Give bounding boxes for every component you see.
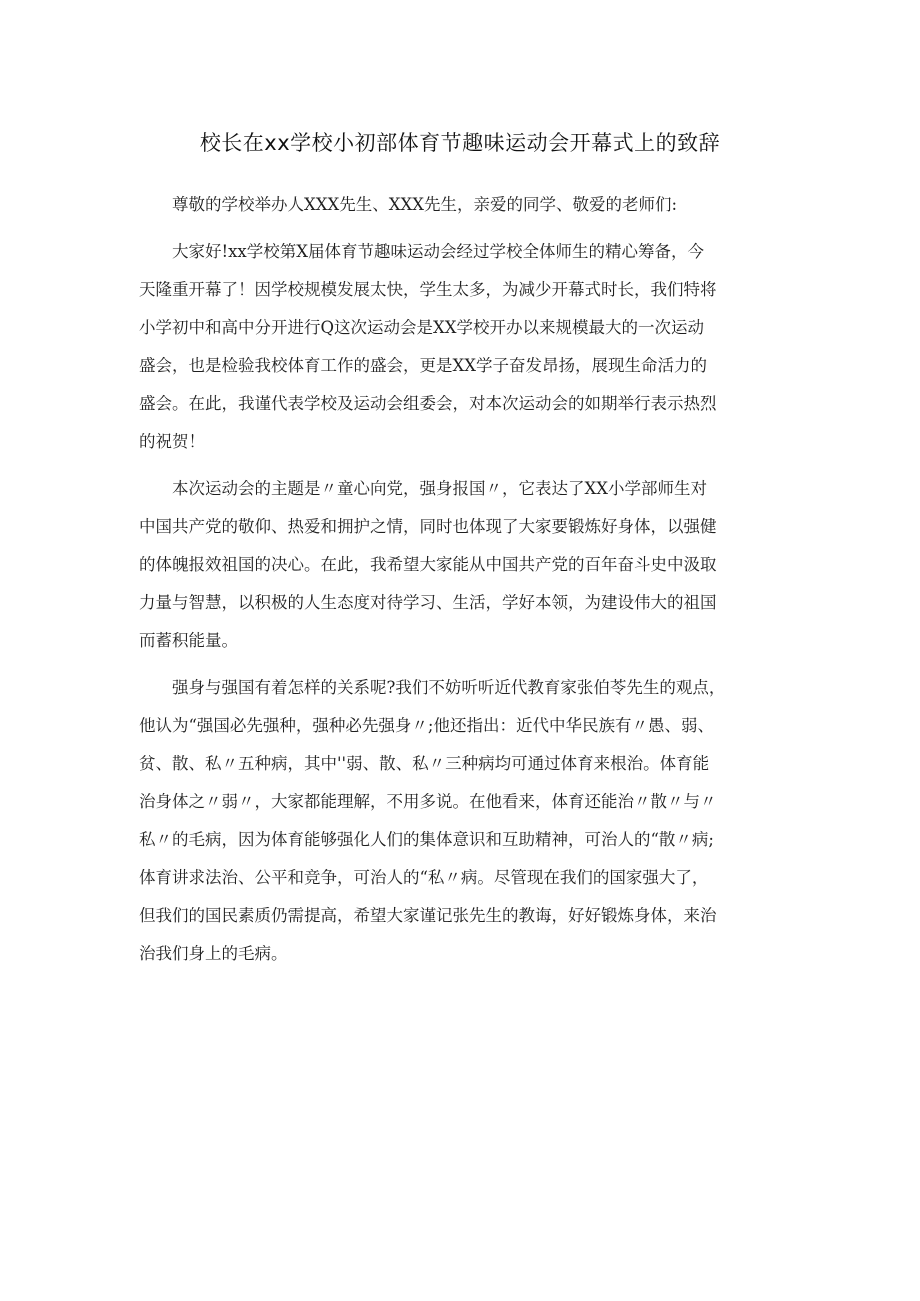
theme-paragraph: 本次运动会的主题是〃童心向党，强身报国〃，它表达了XX小学部师生对 中国共产党的敬仰、热爱和拥护之情，同时也体现了大家要锻炼好身体，以强健 的体魄报效祖国的决心。在此，我希望大家能从中国共产党的百年奋斗史中汲取 力量与智慧，以积极的人生态度对待学习、生活，学好本领，为建设伟大的祖国 而蓄积能量。: [139, 479, 717, 650]
greeting-paragraph: 大家好!xx学校第X届体育节趣味运动会经过学校全体师生的精心筹备，今 天隆重开幕了！因学校规模发展太快，学生太多，为减少开幕式时长，我们特将 小学初中和高中分开进行Q这次运动会是XX学校开办以来规模最大的一次运动 盛会，也是检验我校体育工作的盛会，更是XX学子奋发昂扬，展现生命活力的 盛会。在此，我谨代表学校及运动会组委会，对本次运动会的如期举行表示热烈 的祝贺！: [139, 242, 717, 451]
document-body: [139, 186, 789, 973]
philosophy-paragraph: 强身与强国有着怎样的关系呢?我们不妨听听近代教育家张伯苓先生的观点， 他认为“强国必先强种，强种必先强身〃;他还指出：近代中华民族有〃愚、弱、 贫、散、私〃五种病，其中''弱、散、私〃三种病均可通过体育来根治。体育能 治身体之〃弱〃，大家都能理解，不用多说。在他看来，体育还能治〃散〃与〃 私〃的毛病，因为体育能够强化人们的集体意识和互助精神，可治人的“散〃病; 体育讲求法治、公平和竞争，可治人的“私〃病。尽管现在我们的国家强大了， 但我们的国民素质仍需提高，希望大家谨记张先生的教诲，好好锻炼身体，来治 治我们身上的毛病。: [139, 678, 726, 963]
salutation-paragraph: 尊敬的学校举办人XXX先生、XXX先生，亲爱的同学、敬爱的老师们:: [172, 195, 678, 214]
document-title: 校长在xx学校小初部体育节趣味运动会开幕式上的致辞: [199, 131, 721, 155]
